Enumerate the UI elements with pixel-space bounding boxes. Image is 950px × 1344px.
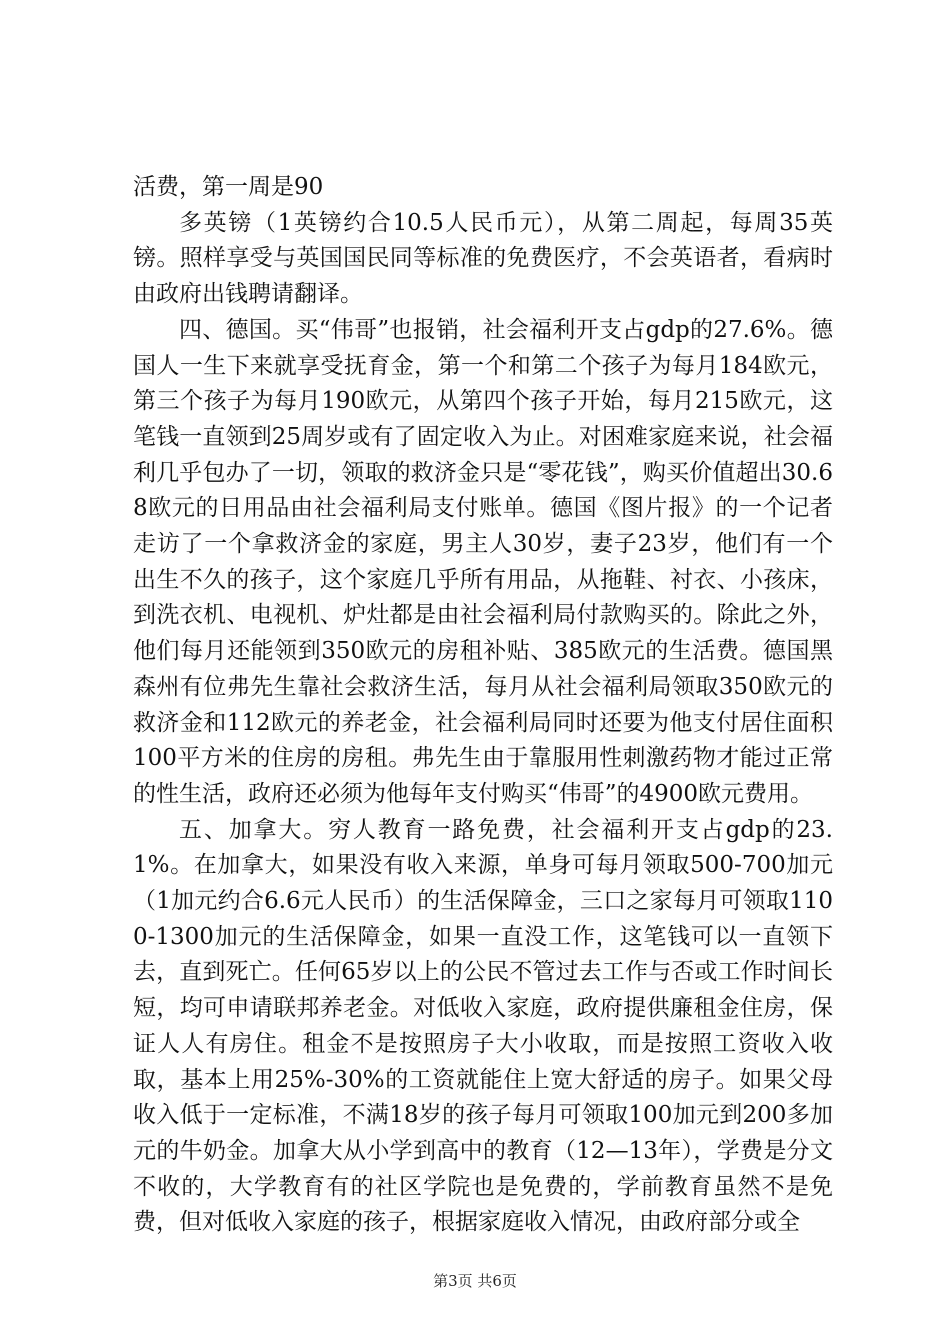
paragraph-germany: 四、德国。买“伟哥”也报销，社会福利开支占gdp的27.6%。德国人一生下来就享受抚育金，第一个和第二个孩子为每月184欧元，第三个孩子为每月190欧元，从第四个孩子开始，每月215欧元，这笔钱一直领到25周岁或有了固定收入为止。对困难家庭来说，社会福利几乎包办了一切，领取的救济金只是“零花钱”，购买价值超出30.68欧元的日用品由社会福利局支付账单。德国《图片报》的一个记者走访了一个拿救济金的家庭，男主人30岁，妻子23岁，他们有一个出生不久的孩子，这个家庭几乎所有用品，从拖鞋、衬衣、小孩床，到洗衣机、电视机、炉灶都是由社会福利局付款购买的。除此之外，他们每月还能领到350欧元的房租补贴、385欧元的生活费。德国黑森州有位弗先生靠社会救济生活，每月从社会福利局领取350欧元的救济金和112欧元的养老金，社会福利局同时还要为他支付居住面积100平方米的住房的房租。弗先生由于靠服用性刺激药物才能过正常的性生活，政府还必须为他每年支付购买“伟哥”的4900欧元费用。 [133, 316, 833, 807]
paragraph-continuation: 活费，第一周是90 [133, 174, 324, 200]
body-text [133, 170, 833, 1241]
paragraph-canada: 五、加拿大。穷人教育一路免费，社会福利开支占gdp的23.1%。在加拿大，如果没有收入来源，单身可每月领取500-700加元（1加元约合6.6元人民币）的生活保障金，三口之家每月可领取1100-1300加元的生活保障金，如果一直没工作，这笔钱可以一直领下去，直到死亡。任何65岁以上的公民不管过去工作与否或工作时间长短，均可申请联邦养老金。对低收入家庭，政府提供廉租金住房，保证人人有房住。租金不是按照房子大小收取，而是按照工资收入收取，基本上用25%-30%的工资就能住上宽大舒适的房子。如果父母收入低于一定标准，不满18岁的孩子每月可领取100加元到200多加元的牛奶金。加拿大从小学到高中的教育（12—13年），学费是分文不收的，大学教育有的社区学院也是免费的，学前教育虽然不是免费，但对低收入家庭的孩子，根据家庭收入情况，由政府部分或全 [133, 816, 833, 1236]
page-number-footer: 第3页 共6页 [433, 1272, 517, 1290]
paragraph-uk-benefits: 多英镑（1英镑约合10.5人民币元），从第二周起，每周35英镑。照样享受与英国国民同等标准的免费医疗，不会英语者，看病时由政府出钱聘请翻译。 [133, 209, 833, 308]
